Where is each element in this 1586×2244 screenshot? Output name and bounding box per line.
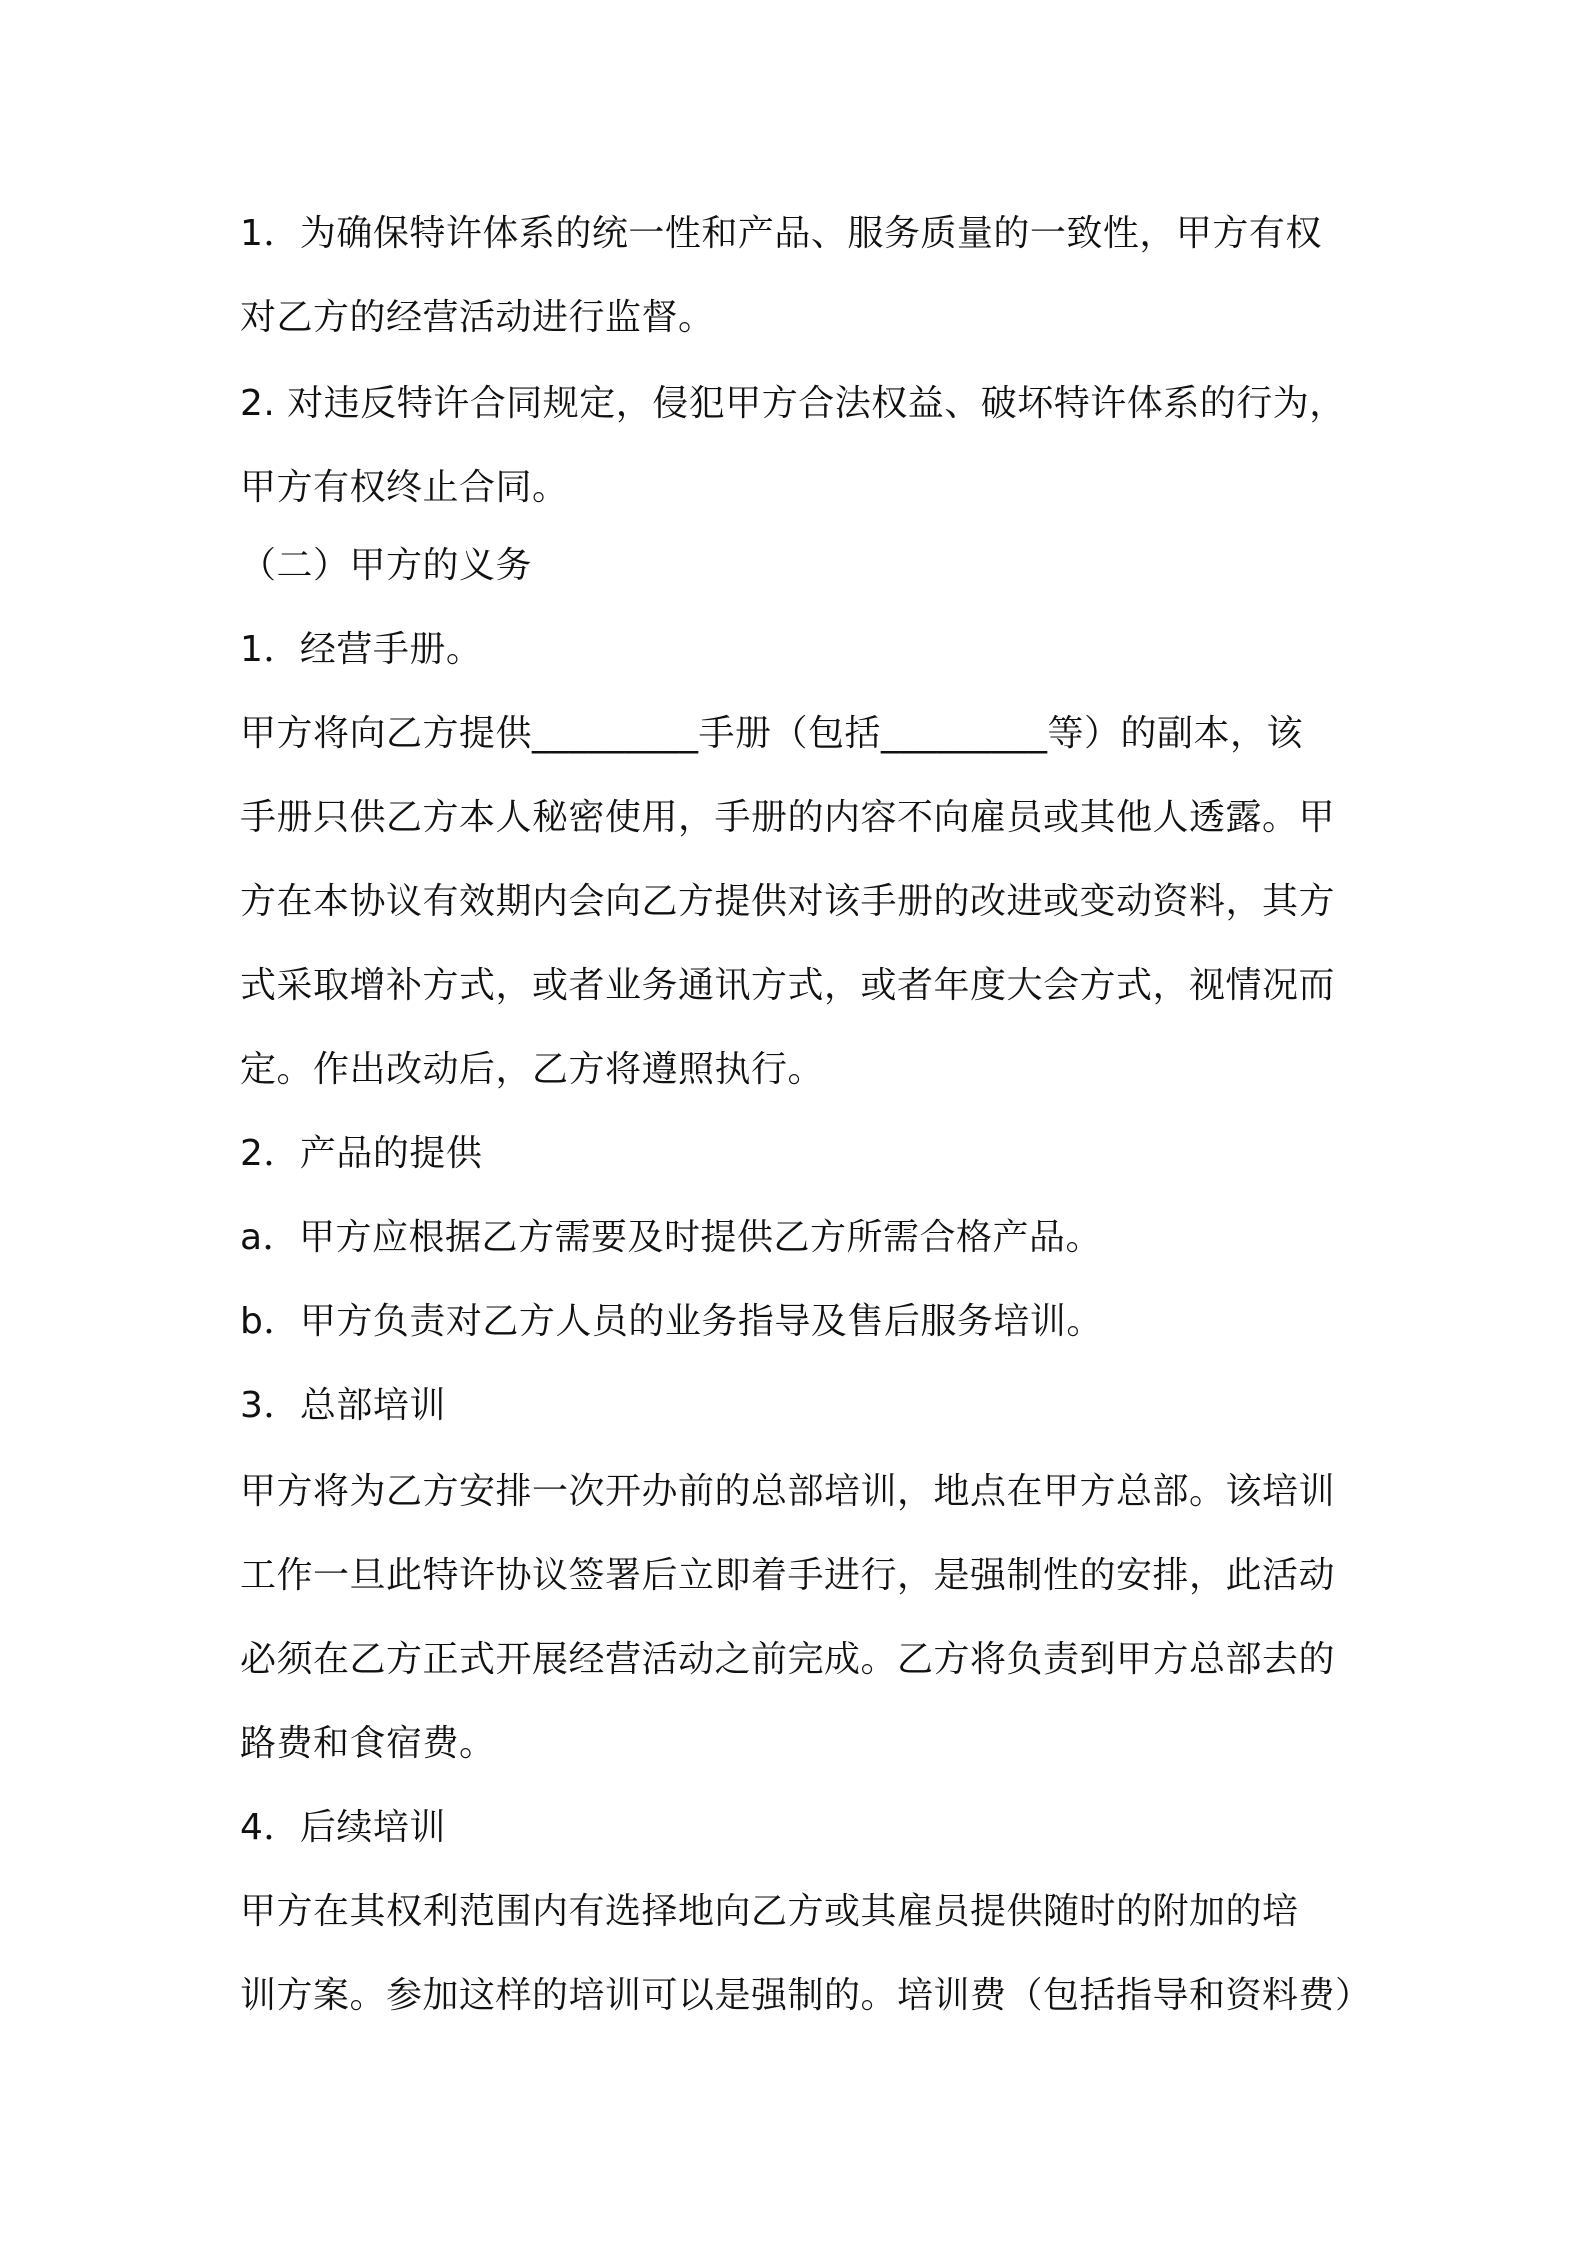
paragraph-line: 2. 对违反特许合同规定，侵犯甲方合法权益、破坏特许体系的行为， [240, 383, 1346, 424]
paragraph-line: 甲方将为乙方安排一次开办前的总部培训，地点在甲方总部。该培训 [240, 1471, 1336, 1512]
paragraph-line: 工作一旦此特许协议签署后立即着手进行，是强制性的安排，此活动 [240, 1555, 1336, 1596]
paragraph-products-b [240, 1280, 1360, 1364]
paragraph-followup-training [240, 1870, 1372, 2038]
item-heading-manual [240, 608, 1360, 692]
paragraph-manual [240, 692, 1360, 1112]
paragraph-line: 式采取增补方式，或者业务通讯方式，或者年度大会方式，视情况而 [240, 965, 1336, 1006]
paragraph-supervision-right [240, 192, 1360, 360]
paragraph-line: 甲方将向乙方提供_________手册（包括_________等）的副本，该 [240, 713, 1304, 754]
item-heading: 4．后续培训 [240, 1807, 446, 1848]
paragraph-line: b．甲方负责对乙方人员的业务指导及售后服务培训。 [240, 1301, 1103, 1342]
section-heading-obligations [240, 524, 1360, 608]
paragraph-line: 训方案。参加这样的培训可以是强制的。培训费（包括指导和资料费） [240, 1975, 1372, 2016]
paragraph-line: 路费和食宿费。 [240, 1723, 496, 1764]
item-heading: 3．总部培训 [240, 1385, 446, 1426]
item-heading-products [240, 1112, 1360, 1196]
paragraph-line: 对乙方的经营活动进行监督。 [240, 297, 715, 338]
paragraph-products-a [240, 1196, 1360, 1280]
item-heading: 1．经营手册。 [240, 629, 483, 670]
paragraph-line: 1．为确保特许体系的统一性和产品、服务质量的一致性，甲方有权 [240, 213, 1322, 254]
paragraph-line: a．甲方应根据乙方需要及时提供乙方所需合格产品。 [240, 1217, 1103, 1258]
paragraph-hq-training [240, 1450, 1360, 1786]
section-heading: （二）甲方的义务 [240, 545, 533, 586]
paragraph-line: 方在本协议有效期内会向乙方提供对该手册的改进或变动资料，其方 [240, 881, 1336, 922]
paragraph-termination-right [240, 362, 1360, 530]
item-heading: 2．产品的提供 [240, 1133, 483, 1174]
paragraph-line: 手册只供乙方本人秘密使用，手册的内容不向雇员或其他人透露。甲 [240, 797, 1336, 838]
item-heading-hq-training [240, 1364, 1360, 1448]
paragraph-line: 定。作出改动后，乙方将遵照执行。 [240, 1049, 825, 1090]
paragraph-line: 甲方在其权利范围内有选择地向乙方或其雇员提供随时的附加的培 [240, 1891, 1299, 1932]
paragraph-line: 必须在乙方正式开展经营活动之前完成。乙方将负责到甲方总部去的 [240, 1639, 1336, 1680]
item-heading-followup-training [240, 1786, 1360, 1870]
paragraph-line: 甲方有权终止合同。 [240, 467, 569, 508]
